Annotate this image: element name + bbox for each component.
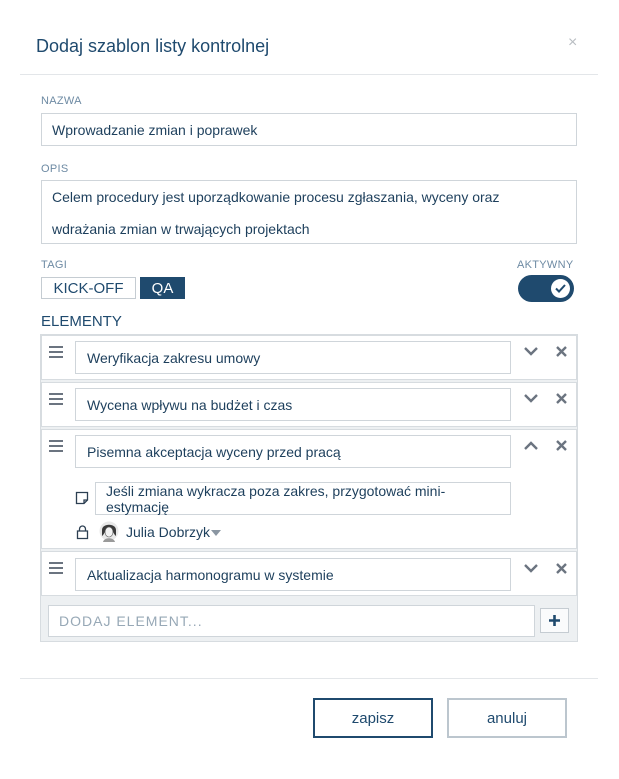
remove-icon[interactable] [552,389,570,407]
close-icon[interactable]: × [568,34,578,51]
drag-handle-icon[interactable] [49,346,63,358]
assignee-name[interactable]: Julia Dobrzyk [126,524,211,540]
dialog-title: Dodaj szablon listy kontrolnej [36,36,270,56]
note-input[interactable]: Jeśli zmiana wykracza poza zakres, przygotować mini-estymację [95,482,511,515]
elements-title: ELEMENTY [41,313,122,330]
user-icon [75,524,90,541]
add-element-input[interactable]: DODAJ ELEMENT... [48,605,535,637]
check-icon [551,279,570,298]
chevron-down-icon[interactable] [211,530,221,536]
description-input[interactable]: Celem procedury jest uporządkowanie procesu zgłaszania, wyceny oraz wdrażania zmian w trwających projektach [41,180,577,244]
tags-label: TAGI [41,259,68,271]
active-label: AKTYWNY [517,259,574,271]
drag-handle-icon[interactable] [49,562,63,574]
active-toggle[interactable] [518,275,574,302]
save-button[interactable]: zapisz [313,698,433,738]
plus-icon[interactable] [540,608,569,633]
tag-kick-off[interactable]: KICK-OFF [41,277,136,299]
element-input[interactable]: Weryfikacja zakresu umowy [75,341,511,374]
header-divider [20,74,598,75]
drag-handle-icon[interactable] [49,393,63,405]
remove-icon[interactable] [552,436,570,454]
name-input[interactable]: Wprowadzanie zmian i poprawek [41,113,577,146]
element-input[interactable]: Wycena wpływu na budżet i czas [75,388,511,421]
chevron-down-icon[interactable] [522,389,540,407]
remove-icon[interactable] [552,559,570,577]
cancel-button[interactable]: anuluj [447,698,567,738]
name-label: NAZWA [41,95,82,107]
tag-qa[interactable]: QA [140,277,185,299]
chevron-down-icon[interactable] [522,342,540,360]
chevron-up-icon[interactable] [522,436,540,454]
drag-handle-icon[interactable] [49,440,63,452]
element-input[interactable]: Aktualizacja harmonogramu w systemie [75,558,511,591]
note-icon [74,490,90,506]
chevron-down-icon[interactable] [522,559,540,577]
element-input[interactable]: Pisemna akceptacja wyceny przed pracą [75,435,511,468]
avatar [99,521,119,543]
description-label: OPIS [41,163,69,175]
footer-divider [20,678,598,679]
remove-icon[interactable] [552,342,570,360]
